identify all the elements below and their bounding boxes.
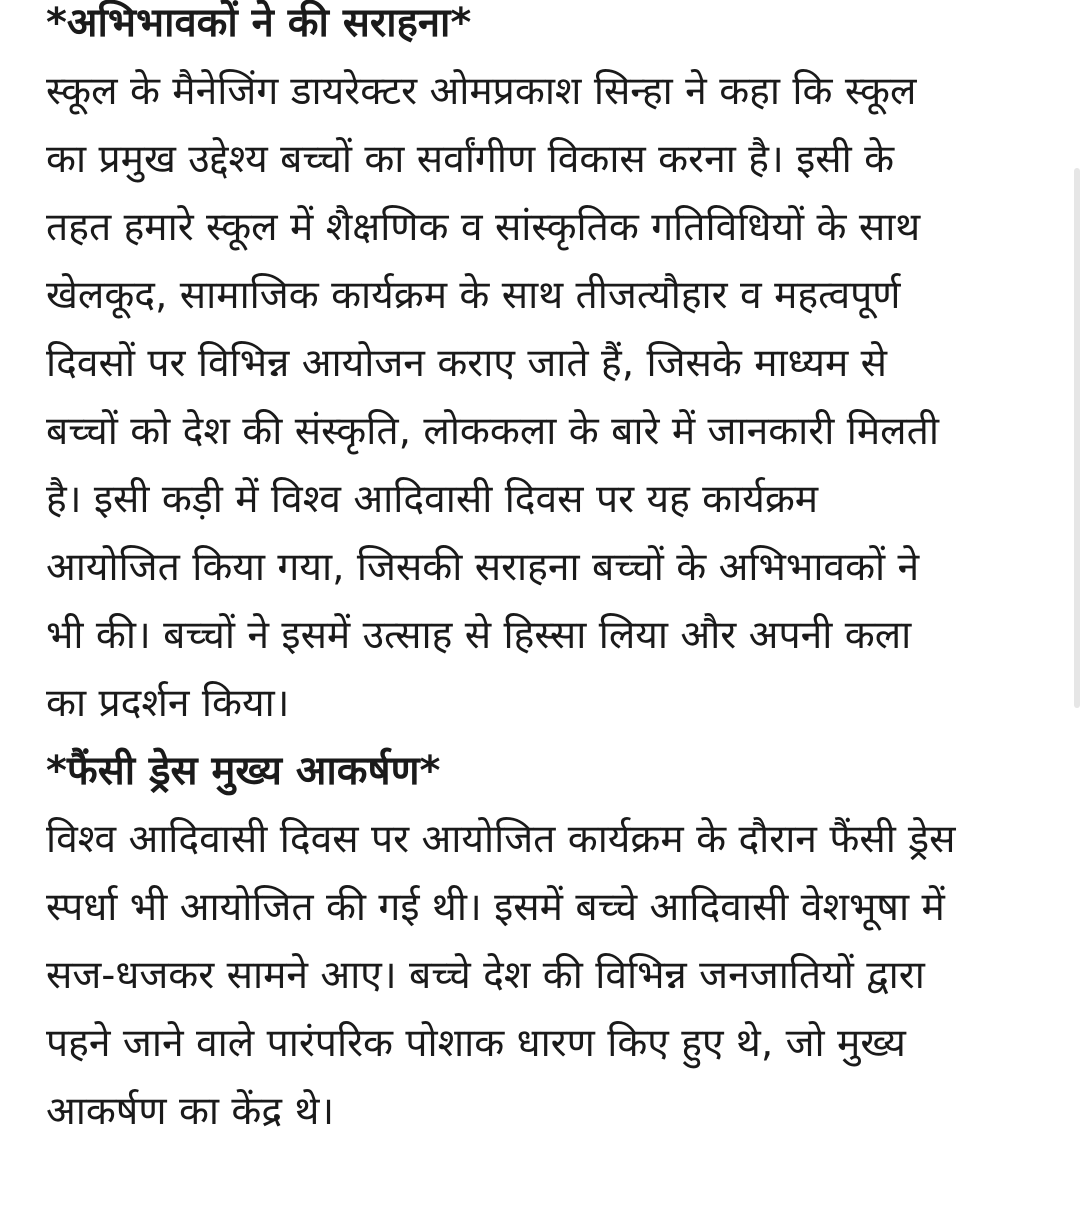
text-line: स्पर्धा भी आयोजित की गई थी। इसमें बच्चे आदिवासी वेशभूषा में: [46, 885, 945, 930]
text-line: दिवसों पर विभिन्न आयोजन कराए जाते हैं, जिसके माध्यम से: [46, 341, 888, 386]
section-heading-fancy-dress: *फैंसी ड्रेस मुख्य आकर्षण*: [46, 748, 441, 794]
text-line: खेलकूद, सामाजिक कार्यक्रम के साथ तीजत्यौहार व महत्वपूर्ण: [46, 273, 901, 318]
text-line: विश्व आदिवासी दिवस पर आयोजित कार्यक्रम के दौरान फैंसी ड्रेस: [46, 817, 956, 862]
article-body: [46, 0, 1056, 1146]
paragraph-fancy-dress: [46, 806, 1056, 1146]
text-line: है। इसी कड़ी में विश्व आदिवासी दिवस पर यह कार्यक्रम: [46, 477, 819, 522]
text-line: सज-धजकर सामने आए। बच्चे देश की विभिन्न जनजातियों द्वारा: [46, 953, 925, 998]
section-heading-guardians-praise: *अभिभावकों ने की सराहना*: [46, 0, 472, 46]
text-line: आयोजित किया गया, जिसकी सराहना बच्चों के अभिभावकों ने: [46, 545, 920, 590]
text-line: का प्रमुख उद्देश्य बच्चों का सर्वांगीण विकास करना है। इसी के: [46, 137, 895, 182]
text-line: का प्रदर्शन किया।: [46, 681, 290, 726]
text-line: तहत हमारे स्कूल में शैक्षणिक व सांस्कृतिक गतिविधियों के साथ: [46, 205, 921, 250]
text-line: स्कूल के मैनेजिंग डायरेक्टर ओमप्रकाश सिन्हा ने कहा कि स्कूल: [46, 69, 917, 114]
paragraph-managing-director: [46, 58, 1056, 738]
text-line: पहने जाने वाले पारंपरिक पोशाक धारण किए हुए थे, जो मुख्य: [46, 1021, 906, 1066]
scrollbar-thumb[interactable]: [1074, 168, 1080, 708]
text-line: भी की। बच्चों ने इसमें उत्साह से हिस्सा लिया और अपनी कला: [46, 613, 912, 658]
text-line: बच्चों को देश की संस्कृति, लोककला के बारे में जानकारी मिलती: [46, 409, 939, 454]
text-line: आकर्षण का केंद्र थे।: [46, 1089, 335, 1134]
